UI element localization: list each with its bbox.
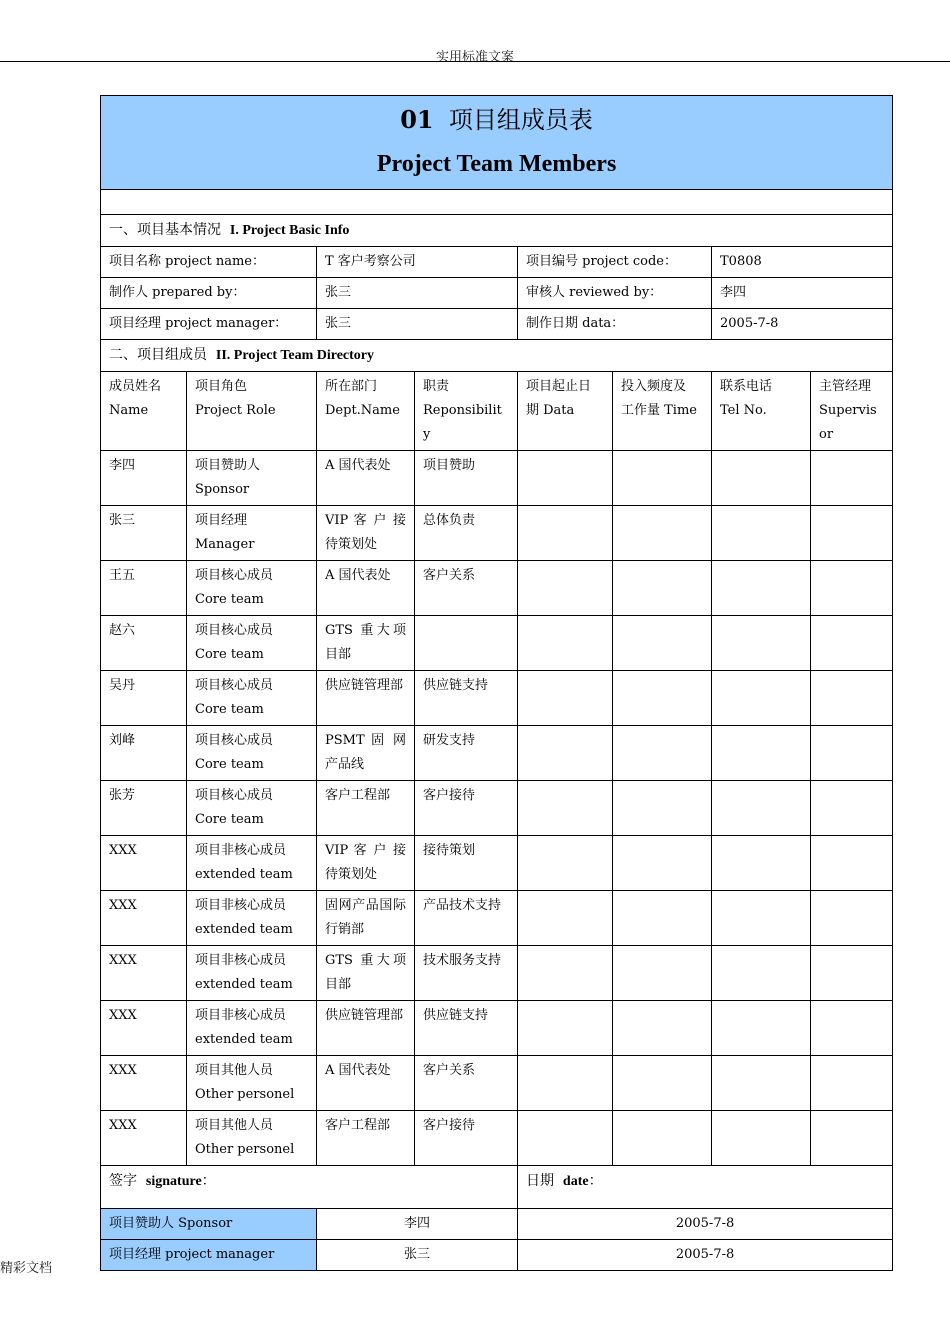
date-cn: 日期 — [526, 1173, 554, 1189]
info-value: T 客户考察公司 — [317, 247, 518, 278]
member-supervisor — [811, 1001, 893, 1056]
member-row — [101, 781, 893, 836]
blank-row — [101, 190, 893, 215]
page-header: 实用标准文案 — [435, 50, 514, 65]
member-dept: A 国代表处 — [317, 451, 415, 506]
member-supervisor — [811, 1056, 893, 1111]
member-supervisor — [811, 1111, 893, 1166]
sign-name: 张三 — [317, 1240, 518, 1271]
member-role-en: Core team — [195, 757, 264, 772]
member-period — [518, 1001, 613, 1056]
member-role-cn: 项目非核心成员 — [195, 843, 287, 858]
member-role-cn: 项目核心成员 — [195, 568, 274, 583]
info-row — [101, 247, 893, 278]
member-role — [187, 1111, 317, 1166]
column-header-cn: 职责 — [423, 379, 450, 394]
member-role-en: Core team — [195, 647, 264, 662]
member-duty: 总体负责 — [415, 506, 518, 561]
member-dept: VIP 客 户 接待策划处 — [317, 836, 415, 891]
info-row — [101, 278, 893, 309]
member-workload — [613, 891, 712, 946]
member-name: XXX — [101, 836, 187, 891]
info-label: 项目名称 project name： — [101, 247, 317, 278]
sign-row — [101, 1240, 893, 1271]
member-period — [518, 1111, 613, 1166]
member-row — [101, 1001, 893, 1056]
member-role — [187, 506, 317, 561]
column-header — [187, 372, 317, 451]
column-header-en: Tel No. — [720, 403, 767, 418]
member-phone — [712, 616, 811, 671]
member-duty: 供应链支持 — [415, 1001, 518, 1056]
member-dept: GTS 重大项目部 — [317, 946, 415, 1001]
directory-header-row — [101, 372, 893, 451]
member-role-cn: 项目核心成员 — [195, 733, 274, 748]
member-name: 吴丹 — [101, 671, 187, 726]
sign-date: 2005-7-8 — [518, 1240, 893, 1271]
member-role — [187, 781, 317, 836]
column-header-en: Name — [109, 403, 149, 418]
member-workload — [613, 946, 712, 1001]
member-name: 张芳 — [101, 781, 187, 836]
section-basic-info — [101, 215, 893, 247]
member-workload — [613, 836, 712, 891]
member-role — [187, 561, 317, 616]
member-role-en: Manager — [195, 537, 255, 552]
member-phone — [712, 561, 811, 616]
member-row — [101, 726, 893, 781]
member-dept: 客户工程部 — [317, 781, 415, 836]
column-header-en: Dept.Name — [325, 403, 400, 418]
member-dept: PSMT 固 网产品线 — [317, 726, 415, 781]
member-workload — [613, 1001, 712, 1056]
column-header — [518, 372, 613, 451]
member-role-en: Core team — [195, 592, 264, 607]
member-dept: A 国代表处 — [317, 561, 415, 616]
member-phone — [712, 946, 811, 1001]
member-role — [187, 1001, 317, 1056]
member-period — [518, 836, 613, 891]
sign-role: 项目赞助人 Sponsor — [101, 1209, 317, 1240]
member-supervisor — [811, 616, 893, 671]
member-workload — [613, 671, 712, 726]
member-role-cn: 项目非核心成员 — [195, 898, 287, 913]
member-row — [101, 561, 893, 616]
member-phone — [712, 726, 811, 781]
member-row — [101, 891, 893, 946]
member-row — [101, 671, 893, 726]
member-row — [101, 836, 893, 891]
column-header-en: 工作量 Time — [621, 403, 697, 418]
info-value: 2005-7-8 — [712, 309, 893, 340]
member-name: 刘峰 — [101, 726, 187, 781]
member-role — [187, 671, 317, 726]
member-phone — [712, 1001, 811, 1056]
member-workload — [613, 616, 712, 671]
member-duty: 供应链支持 — [415, 671, 518, 726]
column-header-cn: 成员姓名 — [109, 379, 162, 394]
signature-label — [101, 1166, 518, 1209]
title-cn — [101, 101, 892, 139]
member-dept: 客户工程部 — [317, 1111, 415, 1166]
page-footer: 精彩文档 — [0, 1261, 53, 1276]
member-phone — [712, 891, 811, 946]
member-period — [518, 451, 613, 506]
column-header-cn: 所在部门 — [325, 379, 378, 394]
member-phone — [712, 1111, 811, 1166]
title-number: 01 — [400, 104, 434, 134]
member-workload — [613, 1111, 712, 1166]
member-name: XXX — [101, 1001, 187, 1056]
member-phone — [712, 506, 811, 561]
project-team-form — [100, 95, 893, 1271]
signature-colon: ： — [201, 1173, 216, 1189]
column-header — [415, 372, 518, 451]
sign-role: 项目经理 project manager — [101, 1240, 317, 1271]
member-role-en: extended team — [195, 867, 293, 882]
column-header-en: 期 Data — [526, 403, 575, 418]
date-label — [518, 1166, 893, 1209]
member-supervisor — [811, 836, 893, 891]
member-duty: 项目赞助 — [415, 451, 518, 506]
date-colon: ： — [588, 1173, 603, 1189]
member-row — [101, 616, 893, 671]
signature-cn: 签字 — [109, 1173, 137, 1189]
member-dept: GTS 重大项目部 — [317, 616, 415, 671]
member-dept: VIP 客 户 接待策划处 — [317, 506, 415, 561]
member-period — [518, 726, 613, 781]
column-header — [101, 372, 187, 451]
member-role-en: extended team — [195, 1032, 293, 1047]
member-supervisor — [811, 506, 893, 561]
member-name: XXX — [101, 891, 187, 946]
member-duty: 客户接待 — [415, 781, 518, 836]
member-role-cn: 项目非核心成员 — [195, 1008, 287, 1023]
title-en: Project Team Members — [376, 150, 617, 177]
member-supervisor — [811, 781, 893, 836]
member-duty: 客户关系 — [415, 1056, 518, 1111]
member-workload — [613, 561, 712, 616]
signature-en: signature — [145, 1174, 202, 1189]
sign-name: 李四 — [317, 1209, 518, 1240]
member-period — [518, 891, 613, 946]
member-period — [518, 1056, 613, 1111]
column-header-cn: 项目起止日 — [526, 379, 592, 394]
member-dept: 供应链管理部 — [317, 1001, 415, 1056]
member-role — [187, 451, 317, 506]
column-header-cn: 投入频度及 — [621, 379, 687, 394]
member-phone — [712, 1056, 811, 1111]
sign-row — [101, 1209, 893, 1240]
member-role — [187, 946, 317, 1001]
member-role-en: extended team — [195, 977, 293, 992]
date-en: date — [562, 1174, 589, 1189]
member-role — [187, 836, 317, 891]
info-label: 制作日期 data： — [518, 309, 712, 340]
member-role-cn: 项目其他人员 — [195, 1118, 274, 1133]
section-directory-cn: 二、项目组成员 — [109, 347, 207, 363]
member-dept: A 国代表处 — [317, 1056, 415, 1111]
info-label: 项目经理 project manager： — [101, 309, 317, 340]
member-role-cn: 项目非核心成员 — [195, 953, 287, 968]
column-header-en: Project Role — [195, 403, 276, 418]
title-cn-text: 项目组成员表 — [448, 105, 593, 134]
member-workload — [613, 1056, 712, 1111]
member-role-en: extended team — [195, 922, 293, 937]
member-name: 赵六 — [101, 616, 187, 671]
member-row — [101, 1111, 893, 1166]
member-role-cn: 项目其他人员 — [195, 1063, 274, 1078]
member-role-en: Core team — [195, 702, 264, 717]
member-row — [101, 506, 893, 561]
member-name: 王五 — [101, 561, 187, 616]
member-workload — [613, 781, 712, 836]
member-duty: 产品技术支持 — [415, 891, 518, 946]
member-role-en: Other personel — [195, 1087, 295, 1102]
info-value: T0808 — [712, 247, 893, 278]
member-role-cn: 项目经理 — [195, 513, 248, 528]
section-basic-cn: 一、项目基本情况 — [109, 222, 221, 238]
column-header — [317, 372, 415, 451]
member-phone — [712, 451, 811, 506]
member-duty: 客户关系 — [415, 561, 518, 616]
member-duty: 接待策划 — [415, 836, 518, 891]
member-period — [518, 946, 613, 1001]
member-role-cn: 项目核心成员 — [195, 788, 274, 803]
member-phone — [712, 781, 811, 836]
member-role-en: Sponsor — [195, 482, 250, 497]
member-role-cn: 项目赞助人 — [195, 458, 261, 473]
member-role — [187, 726, 317, 781]
member-supervisor — [811, 726, 893, 781]
member-row — [101, 1056, 893, 1111]
member-name: XXX — [101, 1111, 187, 1166]
sign-date: 2005-7-8 — [518, 1209, 893, 1240]
member-supervisor — [811, 561, 893, 616]
member-role — [187, 616, 317, 671]
member-workload — [613, 506, 712, 561]
member-duty — [415, 616, 518, 671]
member-name: XXX — [101, 946, 187, 1001]
member-dept: 供应链管理部 — [317, 671, 415, 726]
member-name: 张三 — [101, 506, 187, 561]
member-role-en: Core team — [195, 812, 264, 827]
column-header-cn: 项目角色 — [195, 379, 248, 394]
column-header — [613, 372, 712, 451]
signature-row — [101, 1166, 893, 1209]
info-label: 审核人 reviewed by： — [518, 278, 712, 309]
info-label: 项目编号 project code： — [518, 247, 712, 278]
member-duty: 技术服务支持 — [415, 946, 518, 1001]
member-duty: 客户接待 — [415, 1111, 518, 1166]
member-workload — [613, 726, 712, 781]
member-phone — [712, 671, 811, 726]
section-basic-en: I. Project Basic Info — [229, 223, 350, 238]
member-name: 李四 — [101, 451, 187, 506]
section-directory-en: II. Project Team Directory — [215, 348, 375, 363]
info-value: 张三 — [317, 278, 518, 309]
column-header — [712, 372, 811, 451]
member-period — [518, 616, 613, 671]
member-period — [518, 671, 613, 726]
member-role-cn: 项目核心成员 — [195, 678, 274, 693]
member-role — [187, 1056, 317, 1111]
member-period — [518, 506, 613, 561]
column-header-en: Supervisor — [819, 403, 877, 442]
info-value: 张三 — [317, 309, 518, 340]
member-supervisor — [811, 671, 893, 726]
member-role-en: Other personel — [195, 1142, 295, 1157]
info-label: 制作人 prepared by： — [101, 278, 317, 309]
header-divider — [0, 61, 950, 62]
member-supervisor — [811, 891, 893, 946]
member-period — [518, 781, 613, 836]
member-name: XXX — [101, 1056, 187, 1111]
info-value: 李四 — [712, 278, 893, 309]
member-phone — [712, 836, 811, 891]
member-period — [518, 561, 613, 616]
member-role — [187, 891, 317, 946]
column-header-cn: 主管经理 — [819, 379, 872, 394]
info-row — [101, 309, 893, 340]
member-row — [101, 946, 893, 1001]
title-cell — [101, 96, 893, 190]
column-header — [811, 372, 893, 451]
member-workload — [613, 451, 712, 506]
column-header-cn: 联系电话 — [720, 379, 773, 394]
column-header-en: Reponsibility — [423, 403, 502, 442]
section-team-directory — [101, 340, 893, 372]
member-row — [101, 451, 893, 506]
member-dept: 固网产品国际行销部 — [317, 891, 415, 946]
member-supervisor — [811, 946, 893, 1001]
member-role-cn: 项目核心成员 — [195, 623, 274, 638]
member-duty: 研发支持 — [415, 726, 518, 781]
member-supervisor — [811, 451, 893, 506]
